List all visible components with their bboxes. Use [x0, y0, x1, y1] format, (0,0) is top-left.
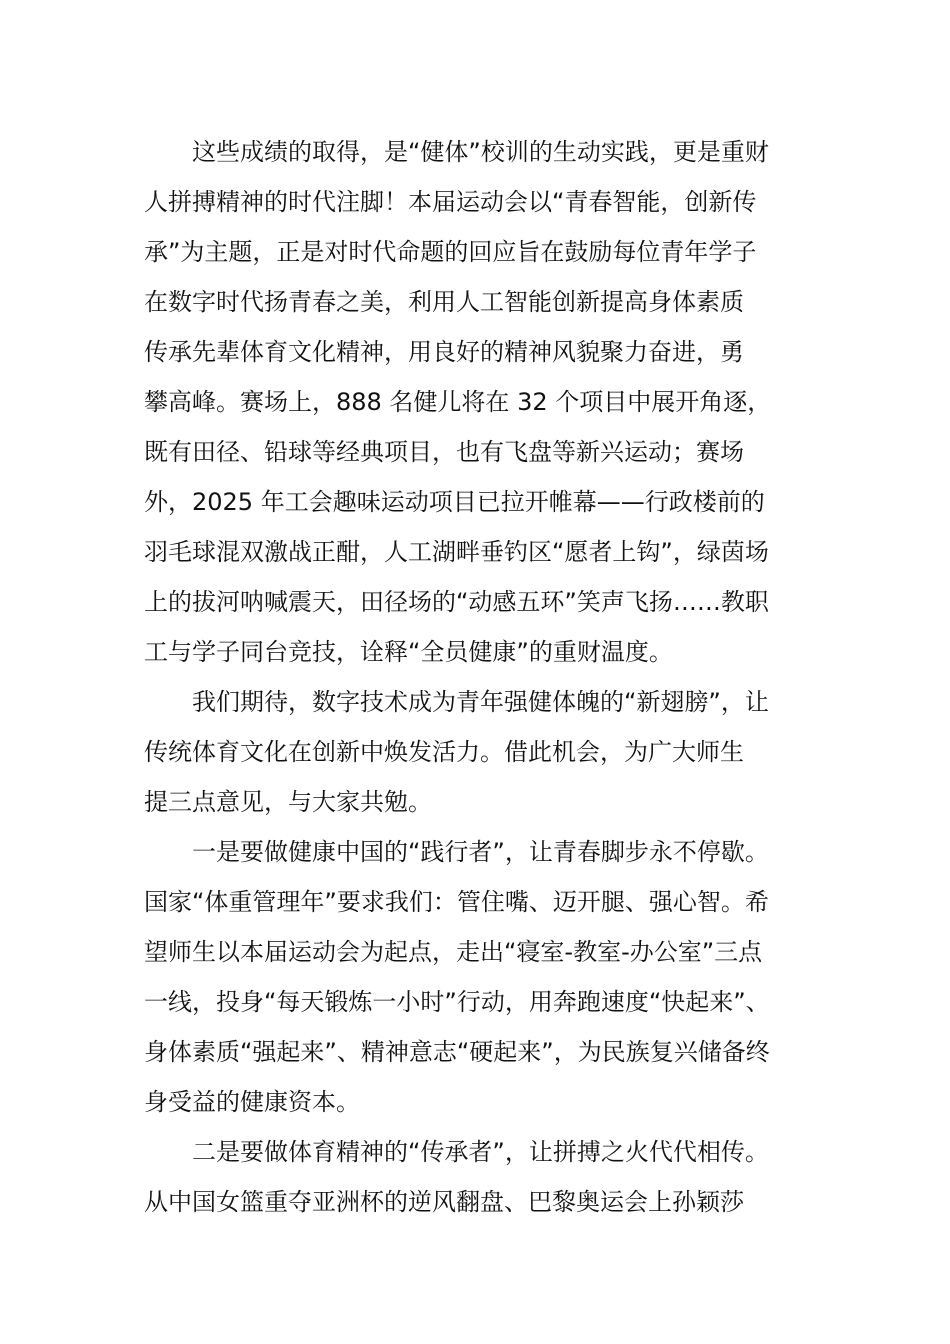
text-line: 羽毛球混双激战正酣，人工湖畔垂钓区“愿者上钩”，绿茵场 — [144, 538, 769, 566]
text-line: 传统体育文化在创新中焕发活力。借此机会，为广大师生 — [144, 738, 744, 766]
paragraph-achievements — [144, 127, 808, 677]
text-line: 外，2025 年工会趣味运动项目已拉开帷幕——行政楼前的 — [144, 488, 765, 516]
text-line: 身受益的健康资本。 — [144, 1088, 360, 1116]
text-line: 望师生以本届运动会为起点，走出“寝室-教室-办公室”三点 — [144, 938, 763, 966]
text-line: 上的拔河呐喊震天，田径场的“动感五环”笑声飞扬……教职 — [144, 588, 769, 616]
text-line: 我们期待，数字技术成为青年强健体魄的“新翅膀”，让 — [192, 688, 769, 716]
text-line: 人拼搏精神的时代注脚！本届运动会以“青春智能，创新传 — [144, 188, 757, 216]
document-body — [144, 127, 808, 1227]
text-line: 从中国女篮重夺亚洲杯的逆风翻盘、巴黎奥运会上孙颖莎 — [144, 1188, 744, 1216]
text-line: 提三点意见，与大家共勉。 — [144, 788, 432, 816]
text-line: 这些成绩的取得，是“健体”校训的生动实践，更是重财 — [192, 138, 769, 166]
text-line: 工与学子同台竞技，诠释“全员健康”的重财温度。 — [144, 638, 673, 666]
text-line: 国家“体重管理年”要求我们：管住嘴、迈开腿、强心智。希 — [144, 888, 769, 916]
text-line: 一线，投身“每天锻炼一小时”行动，用奔跑速度“快起来”、 — [144, 988, 770, 1016]
text-line: 攀高峰。赛场上，888 名健儿将在 32 个项目中展开角逐， — [144, 388, 772, 416]
text-line: 传承先辈体育文化精神，用良好的精神风貌聚力奋进，勇 — [144, 338, 744, 366]
text-line: 一是要做健康中国的“践行者”，让青春脚步永不停歇。 — [192, 838, 769, 866]
paragraph-expectations — [144, 677, 808, 827]
text-line: 身体素质“强起来”、精神意志“硬起来”，为民族复兴储备终 — [144, 1038, 770, 1066]
text-line: 在数字时代扬青春之美，利用人工智能创新提高身体素质 — [144, 288, 744, 316]
paragraph-point-one — [144, 827, 808, 1127]
paragraph-point-two — [144, 1127, 808, 1227]
text-line: 承”为主题，正是对时代命题的回应旨在鼓励每位青年学子 — [144, 238, 757, 266]
text-line: 既有田径、铅球等经典项目，也有飞盘等新兴运动；赛场 — [144, 438, 744, 466]
text-line: 二是要做体育精神的“传承者”，让拼搏之火代代相传。 — [192, 1138, 769, 1166]
